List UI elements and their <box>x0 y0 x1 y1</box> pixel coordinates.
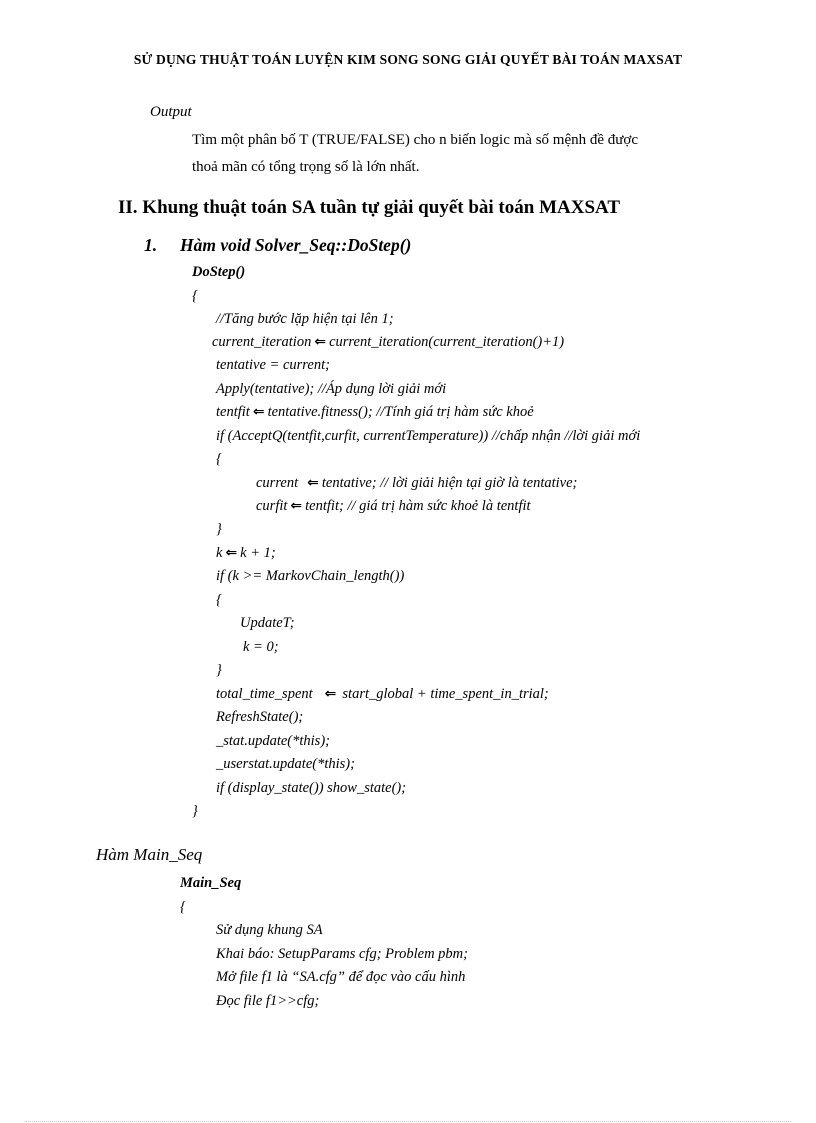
code-line: if (display_state()) show_state(); <box>216 780 407 796</box>
code-line <box>256 498 531 515</box>
main-seq-heading: Hàm Main_Seq <box>96 845 203 864</box>
code-line: } <box>192 803 198 819</box>
code-line: if (AcceptQ(tentfit,curfit, currentTemperature)) //chấp nhận //lời giải mới <box>216 428 641 444</box>
code-line: Đọc file f1>>cfg; <box>216 993 320 1009</box>
code-line: Apply(tentative); //Áp dụng lời giải mới <box>216 381 447 397</box>
code-token: total_time_spent <box>216 686 313 702</box>
output-text-line-2: thoả mãn có tổng trọng số là lớn nhất. <box>192 159 420 175</box>
code-token: current_iteration <box>212 334 312 350</box>
subsection-number: 1. <box>144 235 158 255</box>
code-line <box>212 334 564 351</box>
code-line: { <box>180 899 186 915</box>
left-arrow-icon: ⇐ <box>324 686 337 702</box>
code-token: tentfit <box>216 404 250 420</box>
code-line: Mở file f1 là “SA.cfg” để đọc vào cấu hình <box>216 969 466 985</box>
code-token: current <box>256 475 299 491</box>
code-token: start_global + time_spent_in_trial; <box>342 686 549 702</box>
code-token: k + 1; <box>240 545 276 561</box>
page-bottom-rule <box>25 1121 791 1122</box>
left-arrow-icon: ⇐ <box>252 404 265 420</box>
section-heading: II. Khung thuật toán SA tuần tự giải quyết bài toán MAXSAT <box>118 197 620 218</box>
left-arrow-icon: ⇐ <box>314 334 327 350</box>
code-token: k <box>216 545 223 561</box>
running-header: SỬ DỤNG THUẬT TOÁN LUYỆN KIM SONG SONG GIẢI QUYẾT BÀI TOÁN MAXSAT <box>133 52 683 67</box>
code-line <box>216 686 549 703</box>
code-token: current_iteration(current_iteration()+1) <box>329 334 565 350</box>
code-line: Khai báo: SetupParams cfg; Problem pbm; <box>216 946 468 962</box>
code-line: k = 0; <box>243 639 279 655</box>
left-arrow-icon: ⇐ <box>307 475 319 491</box>
code-token: tentative; // lời giải hiện tại giờ là tentative; <box>321 475 578 491</box>
code-line <box>216 404 534 421</box>
code-line: RefreshState(); <box>216 709 304 725</box>
code-line: { <box>192 288 198 304</box>
code-line: tentative = current; <box>216 357 330 373</box>
dostep-function-name: DoStep() <box>192 264 246 280</box>
code-line: _stat.update(*this); <box>216 733 330 749</box>
code-line: } <box>216 662 222 678</box>
code-token: tentfit; // giá trị hàm sức khoẻ là tentfit <box>305 498 531 514</box>
code-comment: //Tăng bước lặp hiện tại lên 1; <box>216 311 394 327</box>
code-line: Sử dụng khung SA <box>216 922 323 938</box>
code-line: _userstat.update(*this); <box>216 756 355 772</box>
code-token: curfit <box>256 498 288 514</box>
code-line: } <box>216 521 222 537</box>
left-arrow-icon: ⇐ <box>225 545 238 561</box>
output-text-line-1: Tìm một phân bố T (TRUE/FALSE) cho n biến logic mà số mệnh đề được <box>192 132 639 148</box>
code-line: if (k >= MarkovChain_length()) <box>216 568 405 584</box>
code-line: { <box>216 451 222 467</box>
subsection-title: Hàm void Solver_Seq::DoStep() <box>180 235 412 255</box>
output-label: Output <box>150 104 192 120</box>
main-seq-function-name: Main_Seq <box>180 875 242 891</box>
code-line: { <box>216 592 222 608</box>
code-line: UpdateT; <box>240 615 295 631</box>
left-arrow-icon: ⇐ <box>290 498 303 514</box>
code-line <box>216 545 276 562</box>
code-line <box>256 475 577 492</box>
code-token: tentative.fitness(); //Tính giá trị hàm sức khoẻ <box>267 404 534 420</box>
